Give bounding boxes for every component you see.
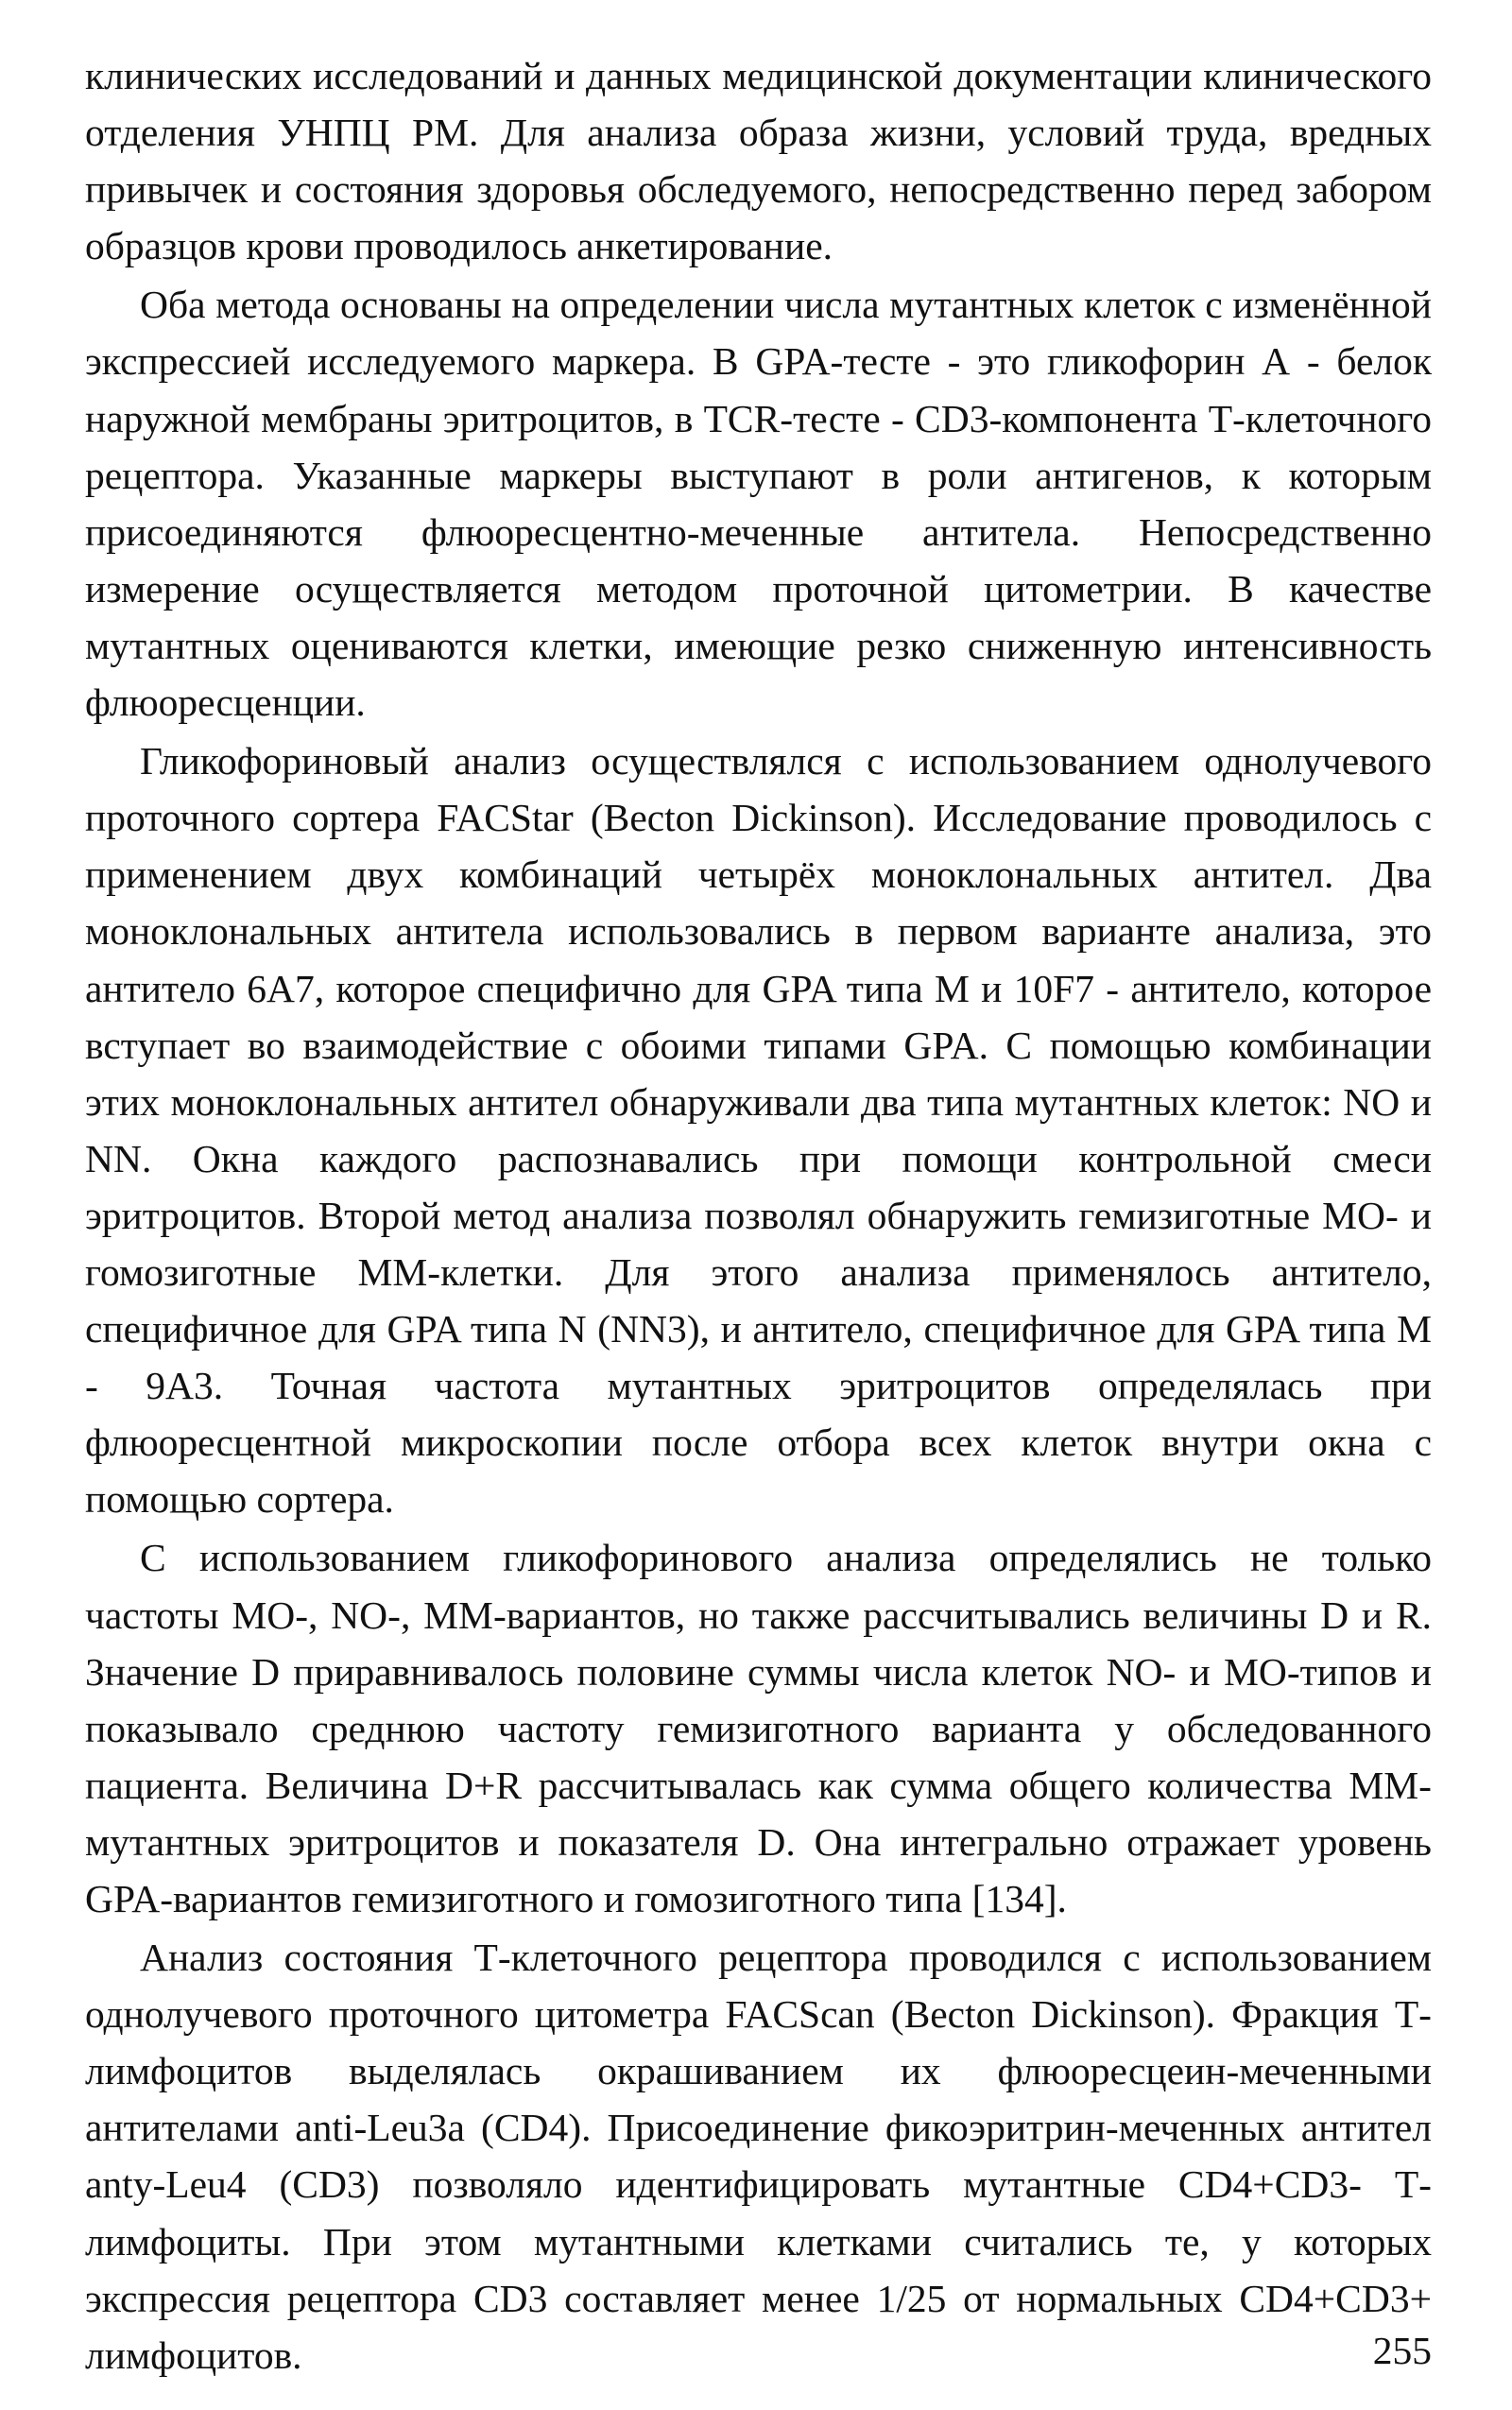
paragraph-2: Оба метода основаны на определении числа мутантных клеток с изменённой экспрессией исследуемого маркера. В GPA-тесте - это гликофорин А - белок наружной мембраны эритроцитов, в TCR-тесте - CD3-компонента Т-клеточного рецептора. Указанные маркеры выступают в роли антигенов, к которым присоединяются флюоресцентно-меченные антитела. Непосредственно измерение осуществляется методом проточной цитометрии. В качестве мутантных оцениваются клетки, имеющие резко сниженную интенсивность флюоресценции. <box>85 283 1432 725</box>
paragraph-3: Гликофориновый анализ осуществлялся с использованием однолучевого проточного сортера FACStar (Becton Dickinson). Исследование проводилось с применением двух комбинаций четырёх моноклональных антител. Два моноклональных антитела использовались в первом варианте анализа, это антитело 6А7, которое специфично для GPA типа М и 10F7 - антитело, которое вступает во взаимодействие с обоими типами GPA. С помощью комбинации этих моноклональных антител обнаруживали два типа мутантных клеток: NO и NN. Окна каждого распознавались при помощи контрольной смеси эритроцитов. Второй метод анализа позволял обнаружить гемизиготные МО- и гомозиготные ММ-клетки. Для этого анализа применялось антитело, специфичное для GPA типа N (NN3), и антитело, специфичное для GPA типа М - 9А3. Точная частота мутантных эритроцитов определялась при флюоресцентной микроскопии после отбора всех клеток внутри окна с помощью сортера. <box>85 739 1432 1522</box>
paragraph-5: Анализ состояния Т-клеточного рецептора проводился с использованием однолучевого проточного цитометра FACScan (Becton Dickinson). Фракция Т-лимфоцитов выделялась окрашиванием их флюоресцеин-меченными антителами anti-Leu3a (CD4). Присоединение фикоэритрин-меченных антител anty-Leu4 (CD3) позволяло идентифицировать мутантные CD4+CD3- Т-лимфоциты. При этом мутантными клетками считались те, у которых экспрессия рецептора CD3 составляет менее 1/25 от нормальных CD4+CD3+ лимфоцитов. <box>85 1936 1432 2377</box>
body-text <box>85 47 1432 2384</box>
paragraph-4: С использованием гликофоринового анализа определялись не только частоты МО-, NO-, ММ-вариантов, но также рассчитывались величины D и R. Значение D приравнивалось половине суммы числа клеток NO- и МО-типов и показывало среднюю частоту гемизиготного варианта у обследованного пациента. Величина D+R рассчитывалась как сумма общего количества ММ-мутантных эритроцитов и показателя D. Она интегрально отражает уровень GPA-вариантов гемизиготного и гомозиготного типа [134]. <box>85 1536 1432 1920</box>
page-number: 255 <box>1372 2329 1432 2372</box>
paragraph-1: клинических исследований и данных медицинской документации клинического отделения УНПЦ РМ. Для анализа образа жизни, условий труда, вредных привычек и состояния здоровья обследуемого, непосредственно перед забором образцов крови проводилось анкетирование. <box>85 54 1432 268</box>
